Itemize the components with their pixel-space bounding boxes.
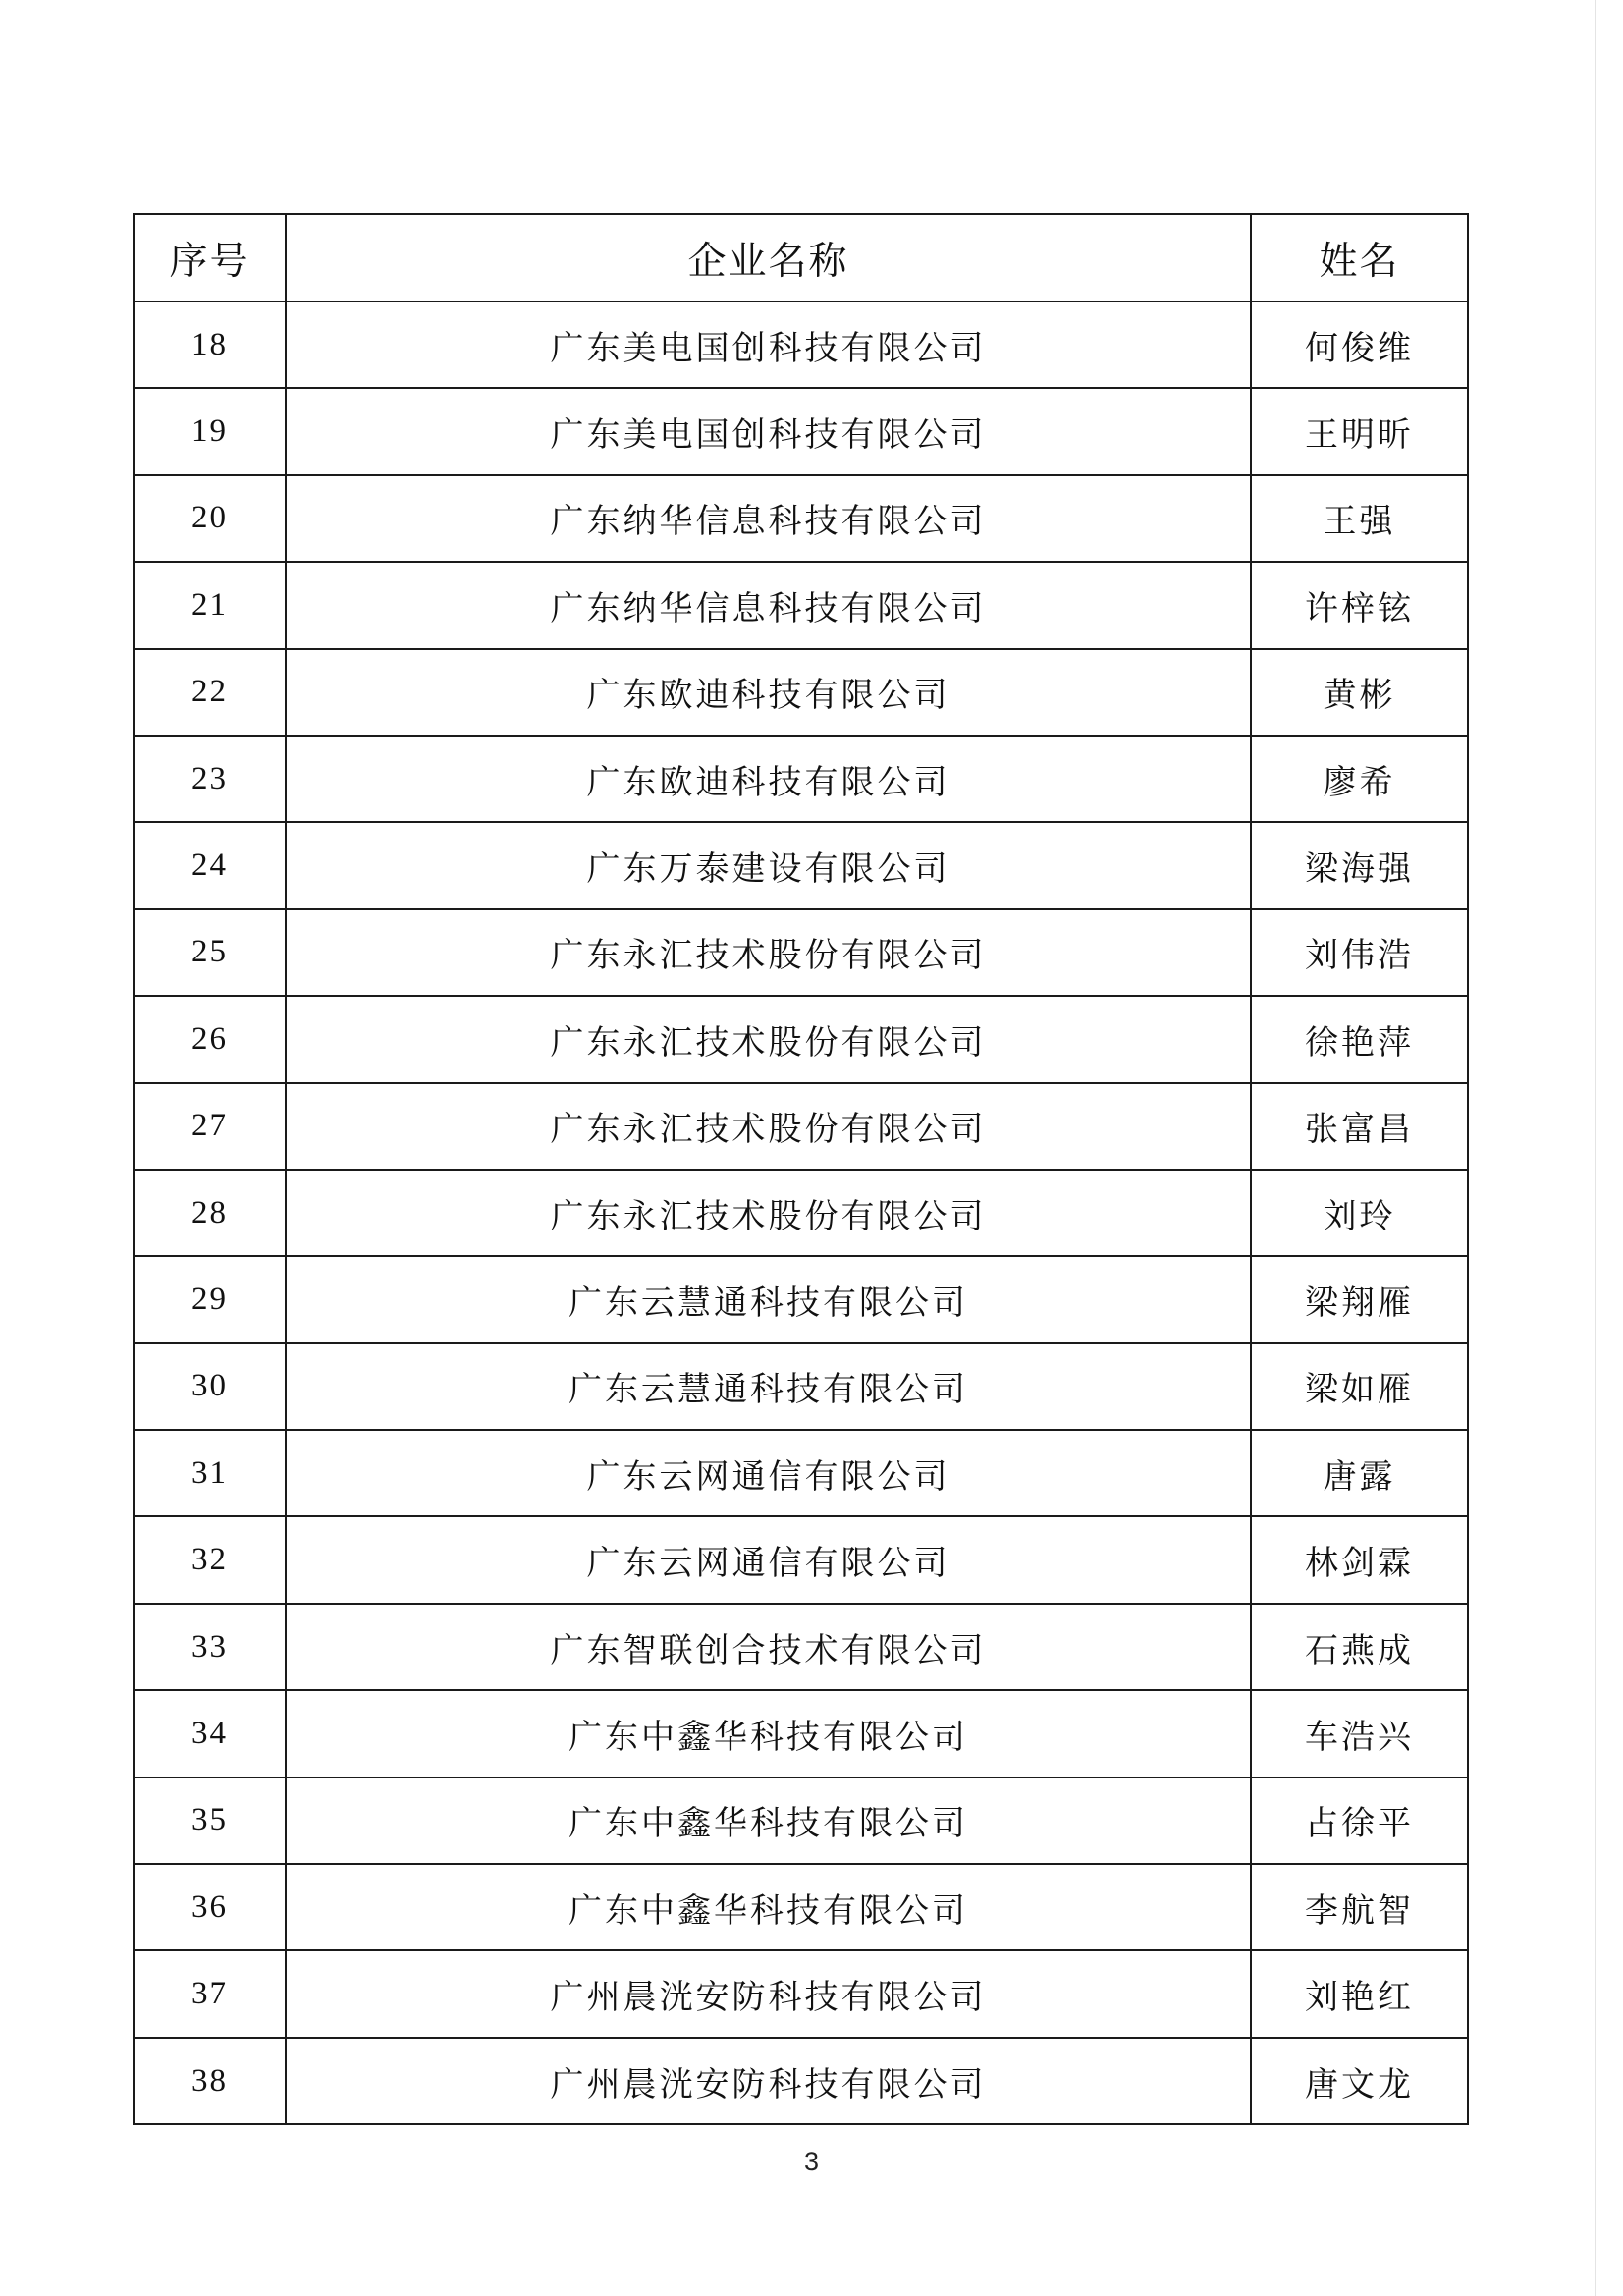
cell-name: 占徐平 <box>1251 1777 1468 1864</box>
table-row <box>134 1516 1468 1603</box>
table-header-row <box>134 214 1468 301</box>
cell-index: 31 <box>134 1430 286 1516</box>
cell-name: 石燕成 <box>1251 1604 1468 1690</box>
cell-index: 25 <box>134 909 286 996</box>
cell-index: 20 <box>134 475 286 562</box>
cell-index: 34 <box>134 1690 286 1777</box>
header-name: 姓名 <box>1251 214 1468 301</box>
table-row <box>134 822 1468 908</box>
cell-index: 26 <box>134 996 286 1082</box>
table-row <box>134 388 1468 474</box>
table-row <box>134 1430 1468 1516</box>
cell-company: 广州晨洸安防科技有限公司 <box>286 1950 1251 2037</box>
cell-company: 广东中鑫华科技有限公司 <box>286 1777 1251 1864</box>
cell-index: 27 <box>134 1083 286 1170</box>
cell-index: 21 <box>134 562 286 648</box>
roster-table <box>133 213 1469 2125</box>
cell-name: 张富昌 <box>1251 1083 1468 1170</box>
cell-company: 广东云网通信有限公司 <box>286 1516 1251 1603</box>
cell-company: 广东纳华信息科技有限公司 <box>286 562 1251 648</box>
cell-index: 33 <box>134 1604 286 1690</box>
cell-name: 王明昕 <box>1251 388 1468 474</box>
cell-index: 35 <box>134 1777 286 1864</box>
cell-index: 18 <box>134 301 286 388</box>
cell-index: 38 <box>134 2038 286 2124</box>
table-row <box>134 1256 1468 1342</box>
cell-company: 广东美电国创科技有限公司 <box>286 388 1251 474</box>
cell-name: 李航智 <box>1251 1864 1468 1950</box>
table-row <box>134 736 1468 822</box>
cell-name: 车浩兴 <box>1251 1690 1468 1777</box>
page-number: 3 <box>803 2147 820 2176</box>
cell-company: 广东万泰建设有限公司 <box>286 822 1251 908</box>
cell-name: 王强 <box>1251 475 1468 562</box>
cell-name: 刘玲 <box>1251 1170 1468 1256</box>
cell-company: 广东永汇技术股份有限公司 <box>286 1170 1251 1256</box>
cell-name: 林剑霖 <box>1251 1516 1468 1603</box>
cell-company: 广东中鑫华科技有限公司 <box>286 1690 1251 1777</box>
table-row <box>134 301 1468 388</box>
cell-index: 30 <box>134 1343 286 1430</box>
cell-index: 36 <box>134 1864 286 1950</box>
table-row <box>134 1950 1468 2037</box>
cell-index: 22 <box>134 649 286 736</box>
table-body <box>134 301 1468 2124</box>
cell-index: 19 <box>134 388 286 474</box>
cell-name: 廖希 <box>1251 736 1468 822</box>
cell-company: 广东纳华信息科技有限公司 <box>286 475 1251 562</box>
cell-name: 刘艳红 <box>1251 1950 1468 2037</box>
cell-company: 广东永汇技术股份有限公司 <box>286 909 1251 996</box>
cell-company: 广东云慧通科技有限公司 <box>286 1256 1251 1342</box>
cell-name: 徐艳萍 <box>1251 996 1468 1082</box>
table-row <box>134 1690 1468 1777</box>
cell-name: 梁如雁 <box>1251 1343 1468 1430</box>
cell-name: 梁翔雁 <box>1251 1256 1468 1342</box>
table-row <box>134 1777 1468 1864</box>
table-row <box>134 996 1468 1082</box>
cell-company: 广东欧迪科技有限公司 <box>286 736 1251 822</box>
table-row <box>134 1343 1468 1430</box>
cell-index: 28 <box>134 1170 286 1256</box>
cell-name: 梁海强 <box>1251 822 1468 908</box>
cell-company: 广东云网通信有限公司 <box>286 1430 1251 1516</box>
table-row <box>134 649 1468 736</box>
cell-index: 32 <box>134 1516 286 1603</box>
header-index: 序号 <box>134 214 286 301</box>
cell-company: 广东美电国创科技有限公司 <box>286 301 1251 388</box>
cell-company: 广东欧迪科技有限公司 <box>286 649 1251 736</box>
table-row <box>134 1083 1468 1170</box>
cell-company: 广东中鑫华科技有限公司 <box>286 1864 1251 1950</box>
table-row <box>134 1864 1468 1950</box>
table-row <box>134 1604 1468 1690</box>
scan-edge-line <box>1595 0 1596 2296</box>
cell-name: 何俊维 <box>1251 301 1468 388</box>
cell-company: 广东永汇技术股份有限公司 <box>286 996 1251 1082</box>
cell-name: 刘伟浩 <box>1251 909 1468 996</box>
cell-name: 唐文龙 <box>1251 2038 1468 2124</box>
table-row <box>134 909 1468 996</box>
cell-index: 23 <box>134 736 286 822</box>
cell-name: 唐露 <box>1251 1430 1468 1516</box>
cell-company: 广州晨洸安防科技有限公司 <box>286 2038 1251 2124</box>
table-row <box>134 2038 1468 2124</box>
cell-name: 黄彬 <box>1251 649 1468 736</box>
cell-company: 广东云慧通科技有限公司 <box>286 1343 1251 1430</box>
cell-name: 许梓铉 <box>1251 562 1468 648</box>
cell-index: 29 <box>134 1256 286 1342</box>
cell-index: 37 <box>134 1950 286 2037</box>
header-company: 企业名称 <box>286 214 1251 301</box>
cell-index: 24 <box>134 822 286 908</box>
table-row <box>134 475 1468 562</box>
table-row <box>134 1170 1468 1256</box>
cell-company: 广东永汇技术股份有限公司 <box>286 1083 1251 1170</box>
table-row <box>134 562 1468 648</box>
cell-company: 广东智联创合技术有限公司 <box>286 1604 1251 1690</box>
